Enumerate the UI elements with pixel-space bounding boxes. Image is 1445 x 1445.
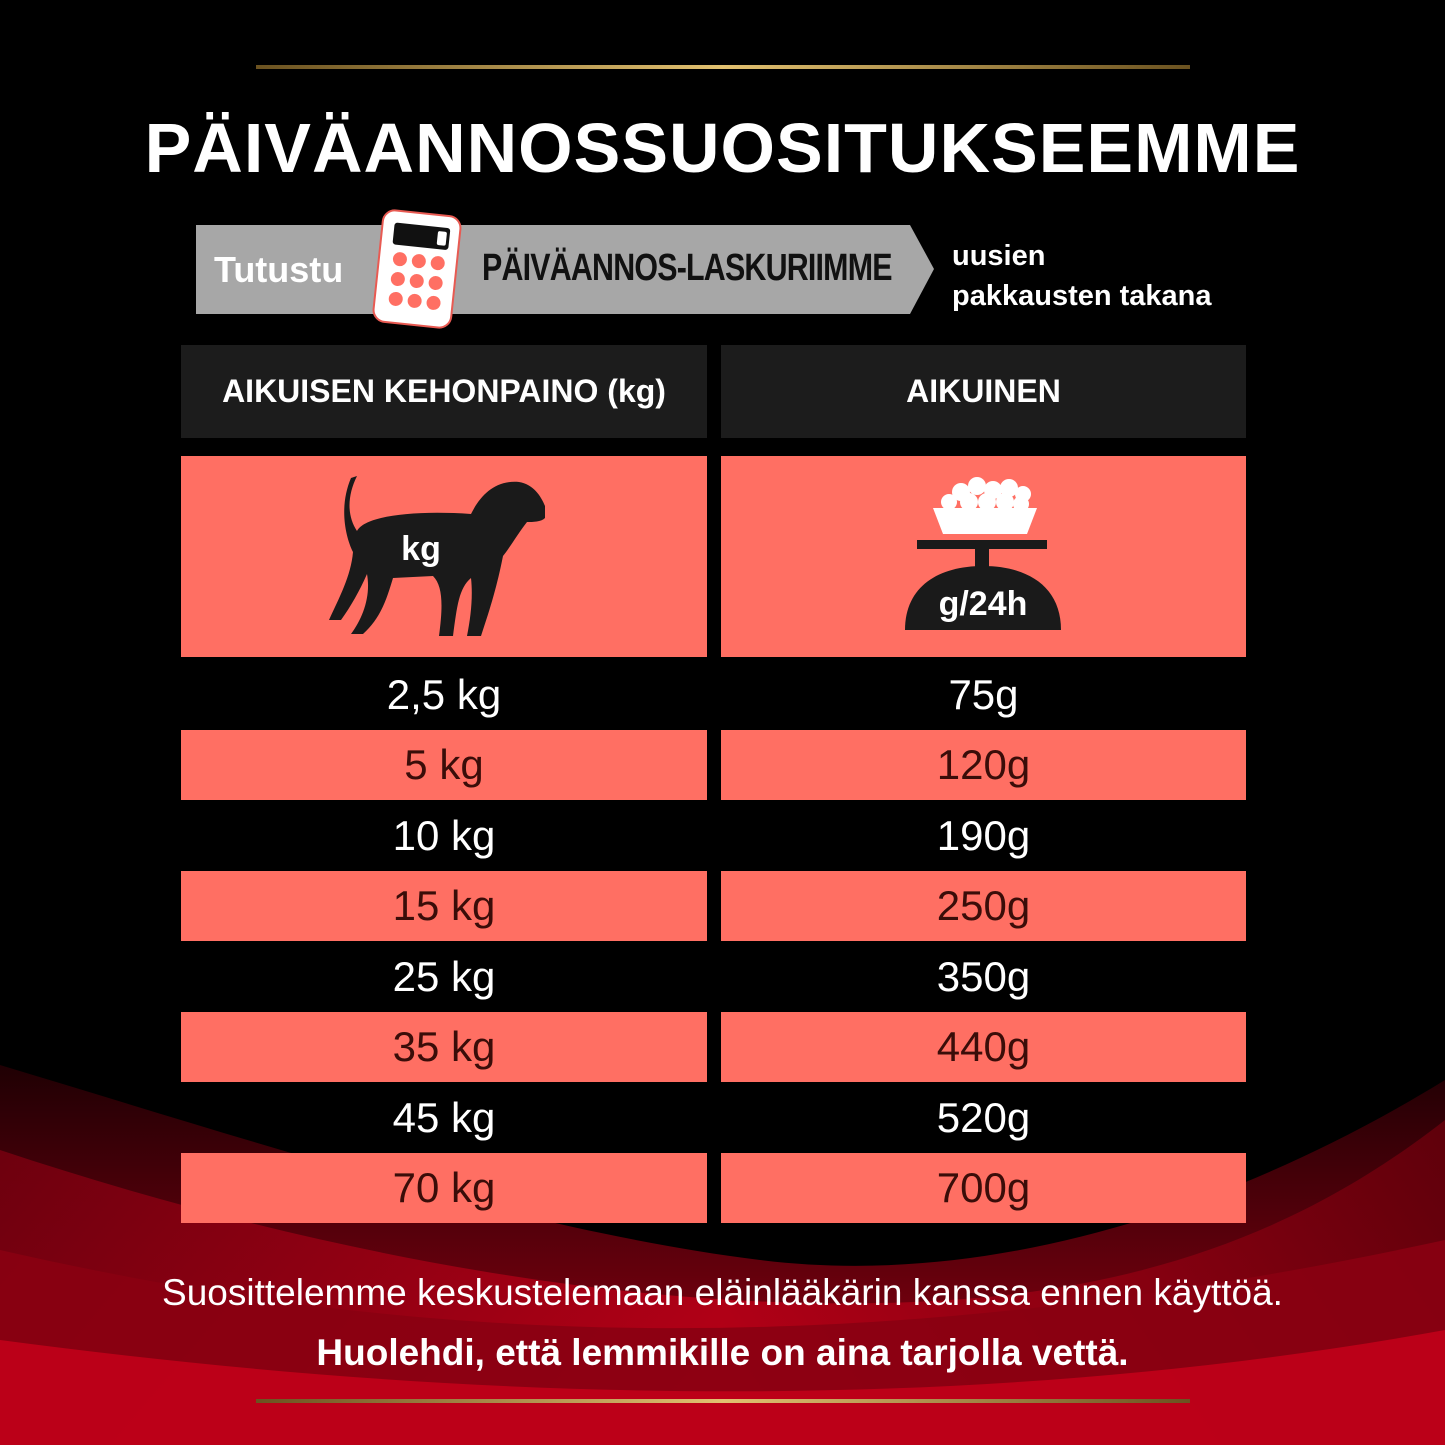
calculator-banner[interactable]: [196, 225, 934, 314]
table-row-amount: 190g: [936, 812, 1031, 859]
table-row-weight: 2,5 kg: [386, 671, 502, 718]
calculator-icon: [372, 209, 468, 331]
table-row-amount: 120g: [721, 730, 1246, 800]
header-weight: AIKUISEN KEHONPAINO (kg): [181, 345, 707, 438]
scale-icon-label: g/24h: [938, 585, 1028, 623]
dog-icon-label: kg: [401, 530, 441, 568]
banner-main-text: PÄIVÄANNOS-LASKURIIMME: [482, 247, 892, 289]
table-row-weight: 5 kg: [181, 730, 707, 800]
table-row-weight: 10 kg: [392, 812, 496, 859]
header-adult: AIKUINEN: [721, 345, 1246, 438]
bottom-gold-divider: [256, 1399, 1190, 1403]
table-row-amount: 520g: [936, 1094, 1031, 1141]
dog-icon: [181, 456, 707, 657]
icon-cell-weight: [181, 456, 707, 657]
table-row-amount: 350g: [936, 953, 1031, 1000]
footer-vet-advice: Suosittelemme keskustelemaan eläinlääkärin kanssa ennen käyttöä.: [162, 1272, 1283, 1313]
table-row-amount: 440g: [721, 1012, 1246, 1082]
table-row-weight: 45 kg: [392, 1094, 496, 1141]
icon-cell-ration: [721, 456, 1246, 657]
footer-water-note: Huolehdi, että lemmikille on aina tarjolla vettä.: [316, 1332, 1129, 1373]
banner-lead-text: Tutustu: [214, 249, 344, 290]
page-title: PÄIVÄANNOSSUOSITUKSEEMME: [144, 109, 1301, 187]
banner-side-text: [952, 236, 1212, 316]
table-row-weight: 70 kg: [181, 1153, 707, 1223]
table-row-amount: 700g: [721, 1153, 1246, 1223]
table-row-amount: 75g: [948, 671, 1019, 718]
top-gold-divider: [256, 65, 1190, 69]
food-scale-icon: [721, 456, 1246, 657]
table-row-amount: 250g: [721, 871, 1246, 941]
banner-side-line1: uusien: [952, 240, 1046, 272]
banner-side-line2: pakkausten takana: [952, 280, 1212, 312]
table-row-weight: 25 kg: [392, 953, 496, 1000]
table-row-weight: 15 kg: [181, 871, 707, 941]
table-row-weight: 35 kg: [181, 1012, 707, 1082]
